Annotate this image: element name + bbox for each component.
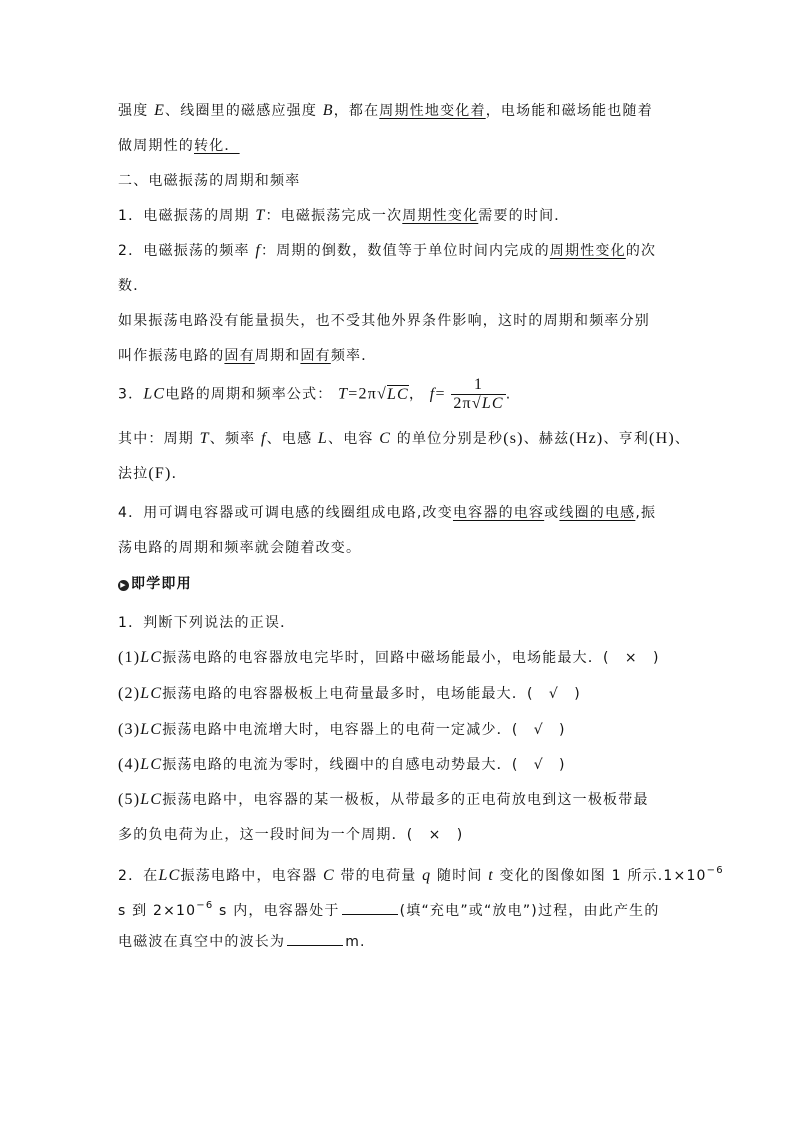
section-header (118, 574, 192, 594)
text-segment: 如果振荡电路没有能量损失，也不受其他外界条件影响，这时的周期和频率分别 (118, 313, 650, 329)
text-segment: 做周期性的 (118, 138, 194, 154)
text-segment: 振荡电路的电容器放电完毕时，回路中磁场能最小，电场能最大．( × ) (162, 650, 660, 666)
text-segment: LC (140, 685, 163, 702)
text-segment: 2．电磁振荡的频率 (118, 243, 256, 259)
text-line (118, 648, 660, 668)
text-segment: 、 (674, 431, 691, 447)
text-segment: 振荡电路中电流增大时，电容器上的电荷一定减少．( √ ) (162, 722, 566, 738)
text-segment: LC (140, 756, 163, 773)
text-segment: T (199, 430, 210, 447)
text-line (118, 538, 361, 558)
text-segment: 带的电荷量 (334, 868, 423, 884)
text-segment: ． (171, 466, 187, 482)
text-segment: LC (140, 791, 163, 808)
formula-line: 3．LC电路的周期和频率公式： T=2π√LC， f= $\frac{1}{2\pi√LC}$ . (118, 376, 512, 412)
text-segment: T (255, 207, 266, 224)
separator: ， (408, 386, 425, 403)
text-line (118, 101, 653, 121)
text-segment: (s) (503, 430, 524, 447)
text-line (118, 346, 376, 366)
answer-blank[interactable] (342, 900, 398, 915)
sqrt-lc: LC (386, 385, 409, 403)
text-segment: 荡电路的周期和频率就会随着改变。 (118, 540, 362, 556)
text-segment: −6 (196, 900, 214, 911)
formula-text: 电路的周期和频率公式： (165, 386, 333, 403)
numerator: 1 (473, 376, 484, 393)
text-segment: 随时间 (431, 868, 489, 884)
text-segment: 、电容 (328, 431, 380, 447)
text-line (118, 171, 300, 191)
underlined-key-term: 电容器的电容 (452, 505, 545, 521)
text-segment: 振荡电路的电流为零时，线圈中的自感电动势最大．( √ ) (162, 757, 566, 773)
answer-blank[interactable] (287, 931, 343, 946)
item-number: 3． (118, 386, 144, 403)
text-line (118, 503, 656, 523)
text-segment: 数． (118, 278, 149, 294)
denominator: 2π√LC (453, 395, 504, 412)
text-segment: f (261, 430, 267, 447)
text-segment: 电磁波在真空中的波长为 (118, 934, 286, 950)
text-segment: (H) (649, 430, 675, 447)
text-segment: 振荡电路中，电容器的某一极板，从带最多的正电荷放电到这一极板带最 (162, 792, 649, 808)
fraction (451, 376, 505, 413)
text-line (118, 241, 656, 261)
text-segment: 、赫兹 (523, 431, 570, 447)
text-segment: s 到 2×10 (118, 903, 197, 919)
text-segment: 强度 (118, 103, 155, 119)
text-segment: 法拉 (118, 466, 149, 482)
text-segment: q (422, 867, 432, 884)
text-segment: 、亨利 (603, 431, 650, 447)
text-segment: LC (158, 867, 181, 884)
text-segment: E (154, 102, 166, 119)
text-line (118, 896, 660, 921)
text-segment: 、线圈里的磁感应强度 (165, 103, 323, 119)
text-segment: 周期和 (254, 348, 301, 364)
text-segment: (填“充电”或“放电”)过程，由此产生的 (399, 903, 660, 919)
underlined-key-term: 转化． (194, 138, 240, 154)
text-line (118, 429, 690, 449)
text-line (118, 276, 148, 296)
text-segment: ：电磁振荡完成一次 (265, 208, 403, 224)
play-circle-icon: ▶ (118, 580, 129, 591)
text-segment: 1．判断下列说法的正误． (118, 615, 296, 631)
text-line (118, 136, 240, 156)
underlined-key-term: 周期性变化 (549, 243, 626, 259)
text-segment: 振荡电路中，电容器 (180, 868, 323, 884)
underlined-key-term: 周期性地变化着 (379, 103, 486, 119)
text-segment: ，电场能和磁场能也随着 (485, 103, 653, 119)
underlined-key-term: 线圈的电感 (559, 505, 636, 521)
text-segment: LC (140, 721, 163, 738)
period-symbol: T (338, 385, 349, 403)
text-segment: 需要的时间． (478, 208, 570, 224)
text-segment: B (322, 102, 334, 119)
text-segment: (F) (148, 465, 172, 482)
text-segment: 叫作振荡电路的 (118, 348, 225, 364)
section-title: 即学即用 (131, 576, 192, 592)
text-segment: −6 (706, 865, 724, 876)
text-line (118, 720, 566, 740)
text-segment: ，都在 (333, 103, 380, 119)
lc-symbol: LC (143, 385, 166, 403)
denominator-sqrt: LC (481, 395, 504, 412)
text-line (118, 613, 295, 633)
formula-end: . (505, 386, 512, 403)
text-segment: (2) (118, 685, 141, 702)
text-segment: 其中：周期 (118, 431, 200, 447)
underlined-key-term: 固有 (300, 348, 331, 364)
frequency-eq: = (435, 385, 446, 403)
text-segment: (1) (118, 649, 141, 666)
text-segment: 二、电磁振荡的周期和频率 (118, 173, 301, 189)
text-line (118, 206, 569, 226)
text-segment: 或 (544, 505, 560, 521)
text-segment: 4．用可调电容器或可调电感的线圈组成电路,改变 (118, 505, 453, 521)
frequency-symbol: f (429, 385, 436, 403)
text-segment: 多的负电荷为止，这一段时间为一个周期．( × ) (118, 827, 464, 843)
text-line (118, 790, 649, 810)
text-segment: C (322, 867, 335, 884)
text-segment: f (255, 242, 262, 259)
text-segment: LC (140, 649, 163, 666)
text-segment: 变化的图像如图 1 所示.1×10 (493, 868, 707, 884)
text-line (118, 861, 724, 886)
text-segment: ,振 (635, 505, 657, 521)
underlined-key-term: 周期性变化 (402, 208, 479, 224)
period-eq: =2π (348, 385, 377, 403)
text-segment: 2．在 (118, 868, 159, 884)
text-line (118, 464, 187, 484)
text-segment: 1．电磁振荡的周期 (118, 208, 256, 224)
text-line (118, 684, 581, 704)
text-segment: C (379, 430, 392, 447)
text-segment: 的次 (625, 243, 657, 259)
text-segment: L (317, 430, 329, 447)
text-segment: (3) (118, 721, 141, 738)
text-segment: (Hz) (569, 430, 604, 447)
text-segment: m. (345, 934, 366, 950)
text-segment: 频率． (330, 348, 377, 364)
text-segment: 、频率 (209, 431, 262, 447)
text-segment: t (488, 867, 494, 884)
text-line (118, 825, 463, 845)
text-segment: 、电感 (266, 431, 318, 447)
text-segment: s 内，电容器处于 (213, 903, 340, 919)
text-segment: 振荡电路的电容器极板上电荷量最多时，电场能最大．( √ ) (162, 686, 581, 702)
text-segment: (5) (118, 791, 141, 808)
text-segment: (4) (118, 756, 141, 773)
text-segment: ：周期的倒数，数值等于单位时间内完成的 (261, 243, 550, 259)
text-segment: 的单位分别是秒 (391, 431, 504, 447)
text-line (118, 311, 650, 331)
text-line (118, 755, 566, 775)
underlined-key-term: 固有 (224, 348, 255, 364)
denominator-2pi: 2π (453, 395, 472, 412)
text-line (118, 931, 366, 952)
